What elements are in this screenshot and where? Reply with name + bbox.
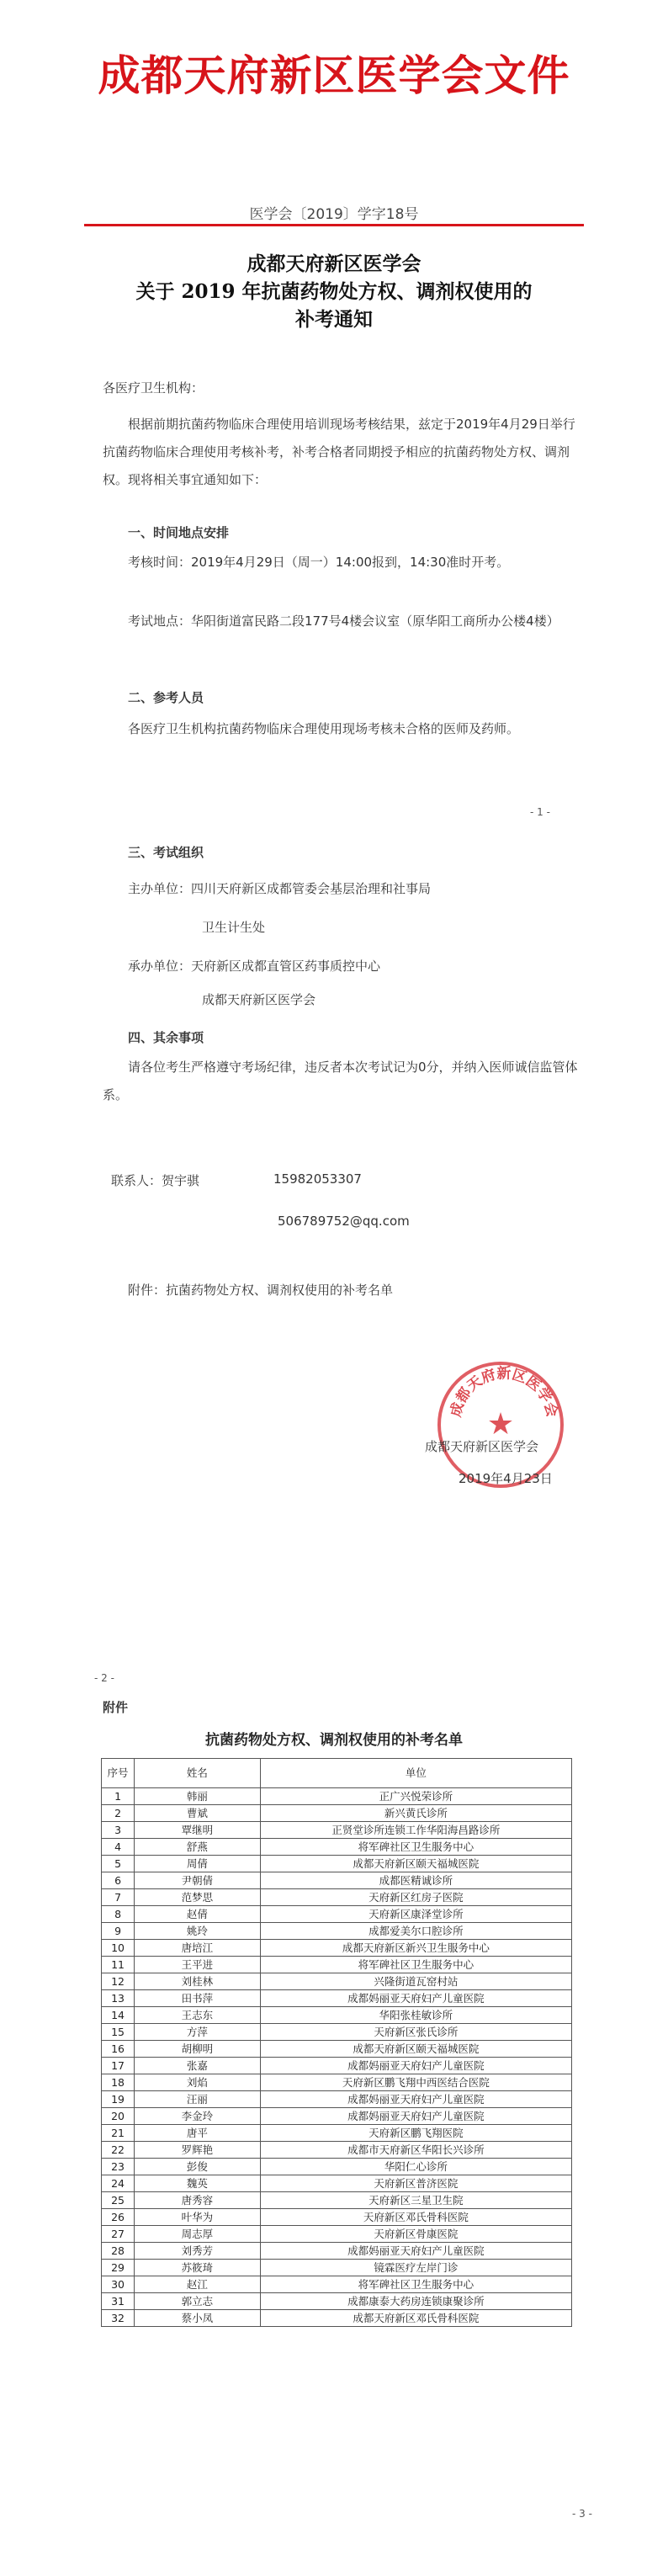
organizer-label: 承办单位： <box>128 959 192 974</box>
cell-index: 31 <box>102 2293 135 2310</box>
cell-name: 赵倩 <box>135 1906 261 1923</box>
cell-unit: 兴隆街道瓦窑村站 <box>260 1973 571 1990</box>
cell-name: 周志厚 <box>135 2226 261 2243</box>
cell-index: 7 <box>102 1889 135 1906</box>
table-row <box>102 2024 572 2041</box>
cell-unit: 成都天府新区新兴卫生服务中心 <box>260 1940 571 1957</box>
cell-unit: 天府新区普济医院 <box>260 2175 571 2192</box>
attachment-title: 抗菌药物处方权、调剂权使用的补考名单 <box>205 1732 463 1749</box>
cell-name: 叶华为 <box>135 2209 261 2226</box>
contact-phone[interactable]: 15982053307 <box>273 1171 362 1187</box>
cell-unit: 成都医精诚诊所 <box>260 1872 571 1889</box>
cell-index: 5 <box>102 1856 135 1872</box>
cell-index: 20 <box>102 2108 135 2125</box>
cell-name: 胡柳明 <box>135 2041 261 2058</box>
signature-date: 2019年4月23日 <box>459 1471 553 1486</box>
cell-name: 覃继明 <box>135 1822 261 1839</box>
cell-name: 魏英 <box>135 2175 261 2192</box>
exam-roster-table <box>101 1758 572 2327</box>
cell-index: 32 <box>102 2310 135 2327</box>
document-number: 医学会〔2019〕学字18号 <box>249 206 419 223</box>
cell-index: 12 <box>102 1973 135 1990</box>
table-row <box>102 1889 572 1906</box>
cell-unit: 天府新区骨康医院 <box>260 2226 571 2243</box>
cell-index: 19 <box>102 2091 135 2108</box>
cell-index: 1 <box>102 1788 135 1805</box>
cell-index: 9 <box>102 1923 135 1940</box>
cell-name: 郭立志 <box>135 2293 261 2310</box>
cell-unit: 成都妈丽亚天府妇产儿童医院 <box>260 2108 571 2125</box>
organizer-line-2: 成都天府新区医学会 <box>202 992 316 1007</box>
cell-name: 王志东 <box>135 2007 261 2024</box>
table-row <box>102 1788 572 1805</box>
table-row <box>102 1923 572 1940</box>
cell-name: 刘焰 <box>135 2074 261 2091</box>
table-row <box>102 2276 572 2293</box>
cell-unit: 成都天府新区颐天福城医院 <box>260 2041 571 2058</box>
cell-index: 28 <box>102 2243 135 2260</box>
cell-index: 24 <box>102 2175 135 2192</box>
document-banner: 成都天府新区医学会文件 <box>98 50 570 100</box>
cell-unit: 天府新区邓氏骨科医院 <box>260 2209 571 2226</box>
table-row <box>102 1839 572 1856</box>
table-row <box>102 2260 572 2276</box>
exam-time: 考核时间：2019年4月29日（周一）14:00报到，14:30准时开考。 <box>128 555 510 570</box>
section-2-heading: 二、参考人员 <box>128 690 204 705</box>
contact-person: 联系人：贺宇骐 <box>111 1173 200 1188</box>
cell-unit: 成都康泰大药房连锁康聚诊所 <box>260 2293 571 2310</box>
cell-name: 刘秀芳 <box>135 2243 261 2260</box>
host-label: 主办单位： <box>128 881 192 896</box>
cell-unit: 镜霖医疗左岸门诊 <box>260 2260 571 2276</box>
table-row <box>102 2074 572 2091</box>
cell-name: 韩丽 <box>135 1788 261 1805</box>
cell-name: 刘桂林 <box>135 1973 261 1990</box>
cell-name: 田书萍 <box>135 1990 261 2007</box>
table-row <box>102 2226 572 2243</box>
cell-index: 26 <box>102 2209 135 2226</box>
svg-text:成都天府新区医学会: 成都天府新区医学会 <box>448 1365 560 1419</box>
cell-index: 10 <box>102 1940 135 1957</box>
cell-index: 2 <box>102 1805 135 1822</box>
cell-unit: 将军碑社区卫生服务中心 <box>260 2276 571 2293</box>
cell-name: 舒燕 <box>135 1839 261 1856</box>
cell-unit: 天府新区康泽堂诊所 <box>260 1906 571 1923</box>
cell-index: 27 <box>102 2226 135 2243</box>
cell-name: 唐平 <box>135 2125 261 2142</box>
section-1-heading: 一、时间地点安排 <box>128 525 230 540</box>
cell-unit: 天府新区张氏诊所 <box>260 2024 571 2041</box>
cell-unit: 成都市天府新区华阳长兴诊所 <box>260 2142 571 2159</box>
table-row <box>102 2310 572 2327</box>
table-row <box>102 2125 572 2142</box>
title-line-2: 关于 2019 年抗菌药物处方权、调剂权使用的 <box>135 280 533 303</box>
cell-name: 周倩 <box>135 1856 261 1872</box>
table-row <box>102 1822 572 1839</box>
cell-unit: 成都爱美尔口腔诊所 <box>260 1923 571 1940</box>
cell-index: 25 <box>102 2192 135 2209</box>
cell-unit: 成都妈丽亚天府妇产儿童医院 <box>260 2243 571 2260</box>
table-row <box>102 2243 572 2260</box>
table-header-row <box>102 1759 572 1788</box>
contact-email[interactable]: 506789752@qq.com <box>278 1214 410 1229</box>
cell-index: 22 <box>102 2142 135 2159</box>
cell-index: 30 <box>102 2276 135 2293</box>
table-row <box>102 2091 572 2108</box>
cell-name: 张嘉 <box>135 2058 261 2074</box>
cell-index: 4 <box>102 1839 135 1856</box>
header-cell-unit: 单位 <box>260 1759 571 1788</box>
cell-index: 16 <box>102 2041 135 2058</box>
cell-index: 23 <box>102 2159 135 2175</box>
cell-name: 苏筱琦 <box>135 2260 261 2276</box>
cell-name: 汪丽 <box>135 2091 261 2108</box>
cell-name: 曹斌 <box>135 1805 261 1822</box>
cell-index: 14 <box>102 2007 135 2024</box>
cell-index: 21 <box>102 2125 135 2142</box>
cell-index: 13 <box>102 1990 135 2007</box>
cell-unit: 新兴黄氏诊所 <box>260 1805 571 1822</box>
table-row <box>102 2108 572 2125</box>
roster-body <box>102 1788 572 2327</box>
cell-unit: 天府新区三星卫生院 <box>260 2192 571 2209</box>
red-divider <box>84 224 584 226</box>
attachment-note: 附件：抗菌药物处方权、调剂权使用的补考名单 <box>128 1283 394 1298</box>
page-number-3: - 3 - <box>572 2508 592 2520</box>
cell-unit: 成都天府新区邓氏骨科医院 <box>260 2310 571 2327</box>
cell-index: 18 <box>102 2074 135 2091</box>
cell-unit: 天府新区鹏飞翔医院 <box>260 2125 571 2142</box>
table-row <box>102 1940 572 1957</box>
cell-index: 29 <box>102 2260 135 2276</box>
cell-name: 罗辉艳 <box>135 2142 261 2159</box>
cell-unit: 成都妈丽亚天府妇产儿童医院 <box>260 1990 571 2007</box>
cell-name: 彭俊 <box>135 2159 261 2175</box>
cell-name: 王平进 <box>135 1957 261 1973</box>
cell-unit: 华阳仁心诊所 <box>260 2159 571 2175</box>
intro-paragraph: 根据前期抗菌药物临床合理使用培训现场考核结果，兹定于2019年4月29日举行抗菌药物临床合理使用考核补考，补考合格者同期授予相应的抗菌药物处方权、调剂权。现将相关事宜通知如下： <box>103 417 575 487</box>
table-row <box>102 2041 572 2058</box>
table-row <box>102 1805 572 1822</box>
cell-index: 15 <box>102 2024 135 2041</box>
cell-index: 6 <box>102 1872 135 1889</box>
cell-unit: 将军碑社区卫生服务中心 <box>260 1957 571 1973</box>
cell-name: 唐培江 <box>135 1940 261 1957</box>
section-3-heading: 三、考试组织 <box>128 845 204 860</box>
cell-unit: 华阳张桂敏诊所 <box>260 2007 571 2024</box>
table-row <box>102 2159 572 2175</box>
attachment-label: 附件 <box>103 1700 129 1715</box>
table-row <box>102 2192 572 2209</box>
cell-index: 8 <box>102 1906 135 1923</box>
signature-org: 成都天府新区医学会 <box>425 1439 539 1454</box>
section-4-heading: 四、其余事项 <box>128 1030 204 1045</box>
table-row <box>102 1856 572 1872</box>
cell-name: 姚玲 <box>135 1923 261 1940</box>
title-line-1: 成都天府新区医学会 <box>247 252 421 275</box>
cell-name: 范梦思 <box>135 1889 261 1906</box>
cell-name: 蔡小凤 <box>135 2310 261 2327</box>
cell-unit: 成都妈丽亚天府妇产儿童医院 <box>260 2091 571 2108</box>
cell-name: 赵江 <box>135 2276 261 2293</box>
cell-index: 17 <box>102 2058 135 2074</box>
table-row <box>102 1872 572 1889</box>
exam-place: 考试地点：华阳街道富民路二段177号4楼会议室（原华阳工商所办公楼4楼） <box>128 613 559 629</box>
cell-unit: 成都天府新区颐天福城医院 <box>260 1856 571 1872</box>
cell-index: 3 <box>102 1822 135 1839</box>
table-row <box>102 2293 572 2310</box>
title-line-3: 补考通知 <box>295 308 373 331</box>
cell-unit: 天府新区鹏飞翔中西医结合医院 <box>260 2074 571 2091</box>
cell-unit: 正贤堂诊所连锁工作华阳海昌路诊所 <box>260 1822 571 1839</box>
cell-name: 方萍 <box>135 2024 261 2041</box>
table-row <box>102 2175 572 2192</box>
cell-index: 11 <box>102 1957 135 1973</box>
header-cell-name: 姓名 <box>135 1759 261 1788</box>
page-number-2: - 2 - <box>94 1672 114 1684</box>
salutation: 各医疗卫生机构： <box>103 380 204 396</box>
table-row <box>102 1906 572 1923</box>
cell-unit: 天府新区红房子医院 <box>260 1889 571 1906</box>
table-row <box>102 1957 572 1973</box>
table-row <box>102 1973 572 1990</box>
cell-name: 尹朝倩 <box>135 1872 261 1889</box>
table-row <box>102 1990 572 2007</box>
section-4-text: 请各位考生严格遵守考场纪律，违反者本次考试记为0分，并纳入医师诚信监管体系。 <box>103 1060 578 1102</box>
organizer-line-1: 天府新区成都直管区药事质控中心 <box>191 959 381 974</box>
table-row <box>102 2058 572 2074</box>
table-row <box>102 2209 572 2226</box>
host-line-1: 四川天府新区成都管委会基层治理和社事局 <box>191 881 432 896</box>
page-number-1: - 1 - <box>530 806 550 818</box>
cell-unit: 正广兴悦荣诊所 <box>260 1788 571 1805</box>
cell-name: 李金玲 <box>135 2108 261 2125</box>
table-row <box>102 2007 572 2024</box>
cell-unit: 将军碑社区卫生服务中心 <box>260 1839 571 1856</box>
section-2-text: 各医疗卫生机构抗菌药物临床合理使用现场考核未合格的医师及药师。 <box>128 721 520 736</box>
seal-star-icon: ★ <box>486 1407 515 1442</box>
cell-unit: 成都妈丽亚天府妇产儿童医院 <box>260 2058 571 2074</box>
cell-name: 唐秀容 <box>135 2192 261 2209</box>
host-line-2: 卫生计生处 <box>202 920 266 935</box>
header-cell-index: 序号 <box>102 1759 135 1788</box>
table-row <box>102 2142 572 2159</box>
